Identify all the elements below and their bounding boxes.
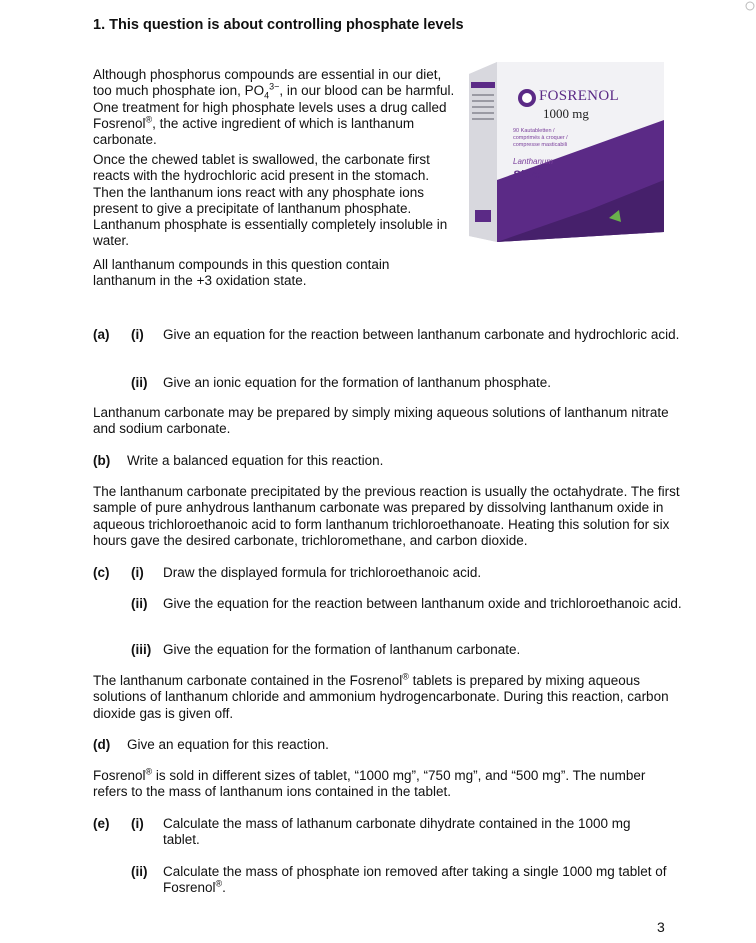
sub-question-label: (ii) bbox=[131, 864, 148, 879]
intro-text: , in our blood can be harmful. One treatment for high phosphate levels uses a drug called Fosrenol bbox=[93, 83, 455, 131]
d-intro-text: tablets is prepared by mixing aqueous solutions of lanthanum chloride and ammonium hydrogencarbonate. During this reaction, carbon dioxide gas is given off. bbox=[93, 673, 669, 721]
question-text: Give an equation for this reaction. bbox=[127, 737, 329, 752]
sub-question-label: (i) bbox=[131, 327, 144, 342]
page-number: 3 bbox=[657, 919, 665, 935]
question-e-ii bbox=[93, 864, 693, 898]
b-intro: Lanthanum carbonate may be prepared by simply mixing aqueous solutions of lanthanum nitrate and sodium carbonate. bbox=[93, 405, 669, 437]
c-intro: The lanthanum carbonate precipitated by the previous reaction is usually the octahydrate. The first sample of pure anhydrous lanthanum carbonate was prepared by dissolving lanthanum oxide in aqueous trichloroethanoic acid to form lanthanum trichloroethanoate. Heating this solution for six hours gave the desired carbonate, trichloromethane, and carbon dioxide. bbox=[93, 484, 680, 548]
question-text: Calculate the mass of lathanum carbonate dihydrate contained in the 1000 mg tablet. bbox=[163, 816, 631, 848]
subscript: 4 bbox=[264, 90, 270, 101]
d-intro bbox=[93, 673, 673, 722]
sub-question-label: (ii) bbox=[131, 375, 148, 390]
registered-mark: ® bbox=[145, 114, 153, 125]
question-text: Give an ionic equation for the formation of lanthanum phosphate. bbox=[163, 375, 551, 390]
question-c-ii bbox=[93, 596, 693, 630]
question-text: Give the equation for the reaction between lanthanum oxide and trichloroethanoic acid. bbox=[163, 596, 682, 611]
e-intro-text: Fosrenol bbox=[93, 768, 146, 783]
box-dose: 1000 mg bbox=[543, 106, 589, 121]
question-label: (a) bbox=[93, 327, 110, 342]
intro-paragraph-3: All lanthanum compounds in this question contain lanthanum in the +3 oxidation state. bbox=[93, 257, 390, 289]
question-text: Draw the displayed formula for trichloroethanoic acid. bbox=[163, 565, 482, 580]
question-text bbox=[163, 864, 683, 897]
d-intro-text: The lanthanum carbonate contained in the Fosrenol bbox=[93, 673, 403, 688]
box-ingredient: Lanthanum bbox=[513, 157, 554, 166]
question-text: Give the equation for the formation of lanthanum carbonate. bbox=[163, 642, 521, 657]
intro-text: Although phosphorus compounds are essential in our diet, too much phosphate ion, PO bbox=[93, 67, 442, 99]
superscript: 3− bbox=[269, 81, 280, 92]
question-text: Write a balanced equation for this reaction. bbox=[127, 453, 384, 468]
box-line-3: compresse masticabili bbox=[513, 142, 568, 148]
box-maker-logo: Shire bbox=[513, 169, 541, 181]
box-line-2: comprimés à croquer / bbox=[513, 135, 568, 141]
question-label: (d) bbox=[93, 737, 111, 752]
question-d bbox=[93, 737, 693, 755]
fosrenol-box-image bbox=[469, 60, 664, 252]
question-text: Give an equation for the reaction between lanthanum carbonate and hydrochloric acid. bbox=[163, 327, 680, 342]
question-b bbox=[93, 453, 693, 471]
intro-text: , the active ingredient of which is lanthanum carbonate. bbox=[93, 115, 415, 148]
question-label: (e) bbox=[93, 816, 110, 831]
e-intro-text: is sold in different sizes of tablet, “1000 mg”, “750 mg”, and “500 mg”. The number refers to the mass of lanthanum ions contained in the tablet. bbox=[93, 768, 646, 800]
question-label: (c) bbox=[93, 565, 110, 580]
box-brand-name: FOSRENOL bbox=[539, 88, 619, 104]
question-e-i bbox=[93, 816, 693, 850]
question-text-part: Calculate the mass of phosphate ion removed after taking a single 1000 mg tablet of Fosrenol bbox=[163, 864, 667, 896]
e-intro bbox=[93, 768, 683, 801]
intro-paragraph-1 bbox=[93, 67, 463, 148]
question-a-ii bbox=[93, 375, 693, 393]
question-a-i bbox=[93, 327, 693, 361]
sub-question-label: (i) bbox=[131, 565, 144, 580]
question-c-i bbox=[93, 565, 693, 583]
question-c-iii bbox=[93, 642, 693, 660]
registered-mark: ® bbox=[402, 671, 409, 682]
box-line-1: 90 Kautabletten / bbox=[513, 128, 555, 134]
registered-mark: ® bbox=[215, 878, 223, 889]
question-label: (b) bbox=[93, 453, 111, 468]
sub-question-label: (i) bbox=[131, 816, 144, 831]
corner-mark-icon bbox=[730, 0, 756, 16]
sub-question-label: (iii) bbox=[131, 642, 152, 657]
sub-question-label: (ii) bbox=[131, 596, 148, 611]
intro-paragraph-2: Once the chewed tablet is swallowed, the carbonate first reacts with the hydrochloric acid present in the stomach. Then the lanthanum ions react with any phosphate ions present to give a precipitate of lanthanum phosphate. Lanthanum phosphate is essentially completely insoluble in water. bbox=[93, 152, 448, 249]
question-text-part: . bbox=[222, 880, 226, 896]
registered-mark: ® bbox=[145, 766, 153, 777]
question-title: 1. This question is about controlling phosphate levels bbox=[93, 17, 464, 33]
